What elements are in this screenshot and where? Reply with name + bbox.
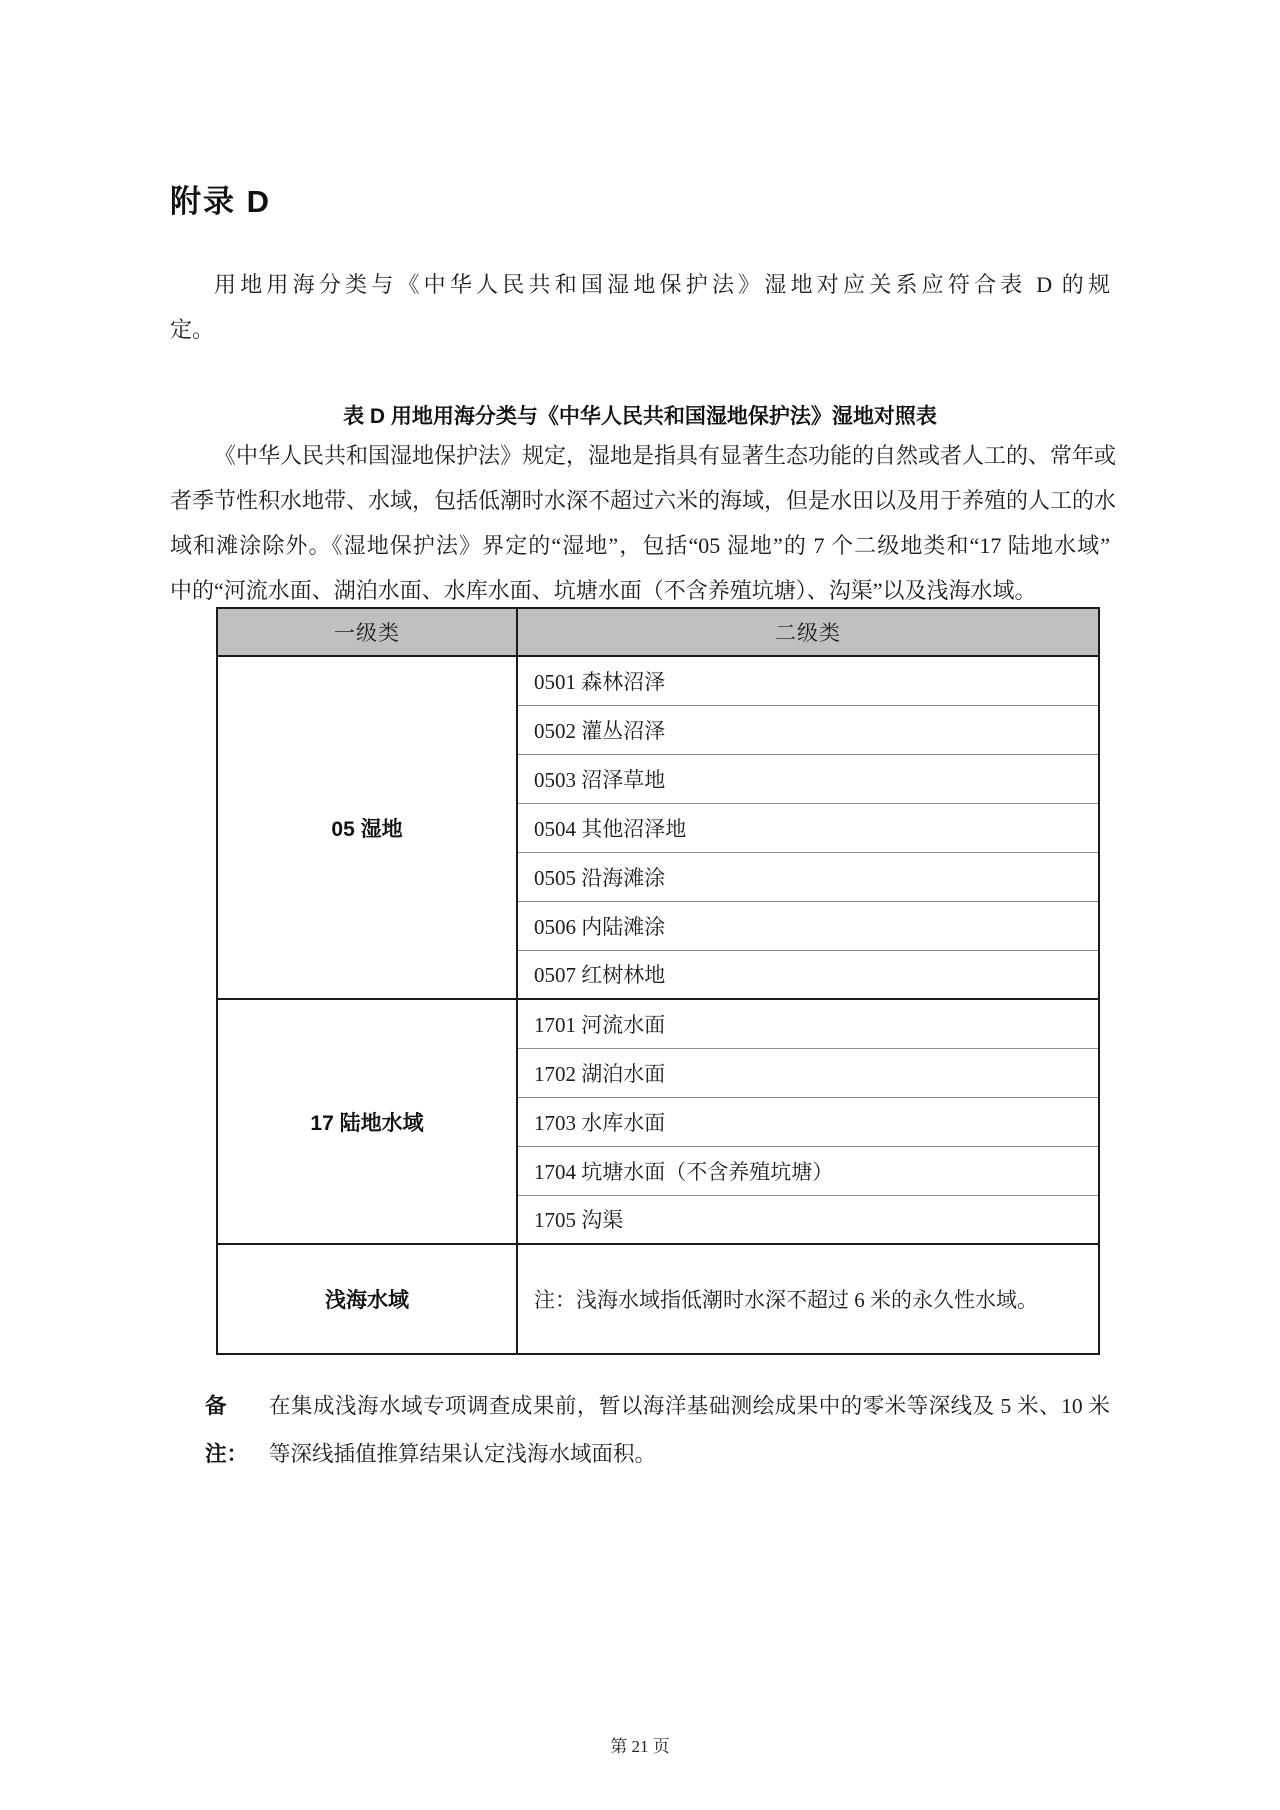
description-paragraph [170,433,1117,613]
table-cell-secondary-class: 0501 森林沼泽 [517,656,1099,705]
table-cell-secondary-class: 注：浅海水域指低潮时水深不超过 6 米的永久性水域。 [517,1244,1099,1354]
note-content [269,1382,1110,1478]
classification-table-wrap [216,607,1100,1355]
table-row [217,1244,1099,1354]
description-line: 《中华人民共和国湿地保护法》规定，湿地是指具有显著生态功能的自然或者人工的、常年或 [214,443,1117,468]
table-cell-secondary-class: 0503 沼泽草地 [517,754,1099,803]
table-cell-secondary-class: 0502 灌丛沼泽 [517,705,1099,754]
table-cell-secondary-class: 0504 其他沼泽地 [517,803,1099,852]
table-cell-secondary-class: 1701 河流水面 [517,999,1099,1048]
table-cell-secondary-class: 1704 坑塘水面（不含养殖坑塘） [517,1146,1099,1195]
intro-line: 用地用海分类与《中华人民共和国湿地保护法》湿地对应关系应符合表 D 的规 [214,272,1110,297]
intro-line: 定。 [170,317,215,342]
table-cell-secondary-class: 0506 内陆滩涂 [517,901,1099,950]
note-label: 备注： [205,1394,249,1466]
table-cell-primary-class: 05 湿地 [217,656,517,999]
description-line: 者季节性积水地带、水域，包括低潮时水深不超过六米的海域，但是水田以及用于养殖的人工的水 [170,488,1117,513]
table-cell-secondary-class: 0505 沿海滩涂 [517,852,1099,901]
note-line: 在集成浅海水域专项调查成果前，暂以海洋基础测绘成果中的零米等深线及 5 米、10 米 [269,1394,1110,1418]
table-row [217,999,1099,1048]
table-cell-primary-class: 17 陆地水域 [217,999,517,1244]
table-caption: 表 D 用地用海分类与《中华人民共和国湿地保护法》湿地对照表 [343,405,937,428]
classification-table [216,607,1100,1355]
description-line: 域和滩涂除外。《湿地保护法》界定的“湿地”，包括“05 湿地”的 7 个二级地类和“17 陆地水域” [170,533,1110,558]
table-cell-primary-class: 浅海水域 [217,1244,517,1354]
table-cell-secondary-class: 0507 红树林地 [517,950,1099,999]
table-header-secondary-class: 二级类 [517,608,1099,656]
table-header-primary-class: 一级类 [217,608,517,656]
table-header-row [217,608,1099,656]
table-cell-secondary-class: 1702 湖泊水面 [517,1048,1099,1097]
appendix-title: 附录 D [170,184,271,219]
table-cell-secondary-class: 1705 沟渠 [517,1195,1099,1244]
table-row [217,656,1099,705]
page-number: 第 21 页 [610,1737,670,1756]
table-note [205,1382,1110,1478]
table-cell-secondary-class: 1703 水库水面 [517,1097,1099,1146]
intro-paragraph [170,262,1110,352]
description-line: 中的“河流水面、湖泊水面、水库水面、坑塘水面（不含养殖坑塘）、沟渠”以及浅海水域。 [170,578,1037,603]
note-line: 等深线插值推算结果认定浅海水域面积。 [269,1442,657,1466]
